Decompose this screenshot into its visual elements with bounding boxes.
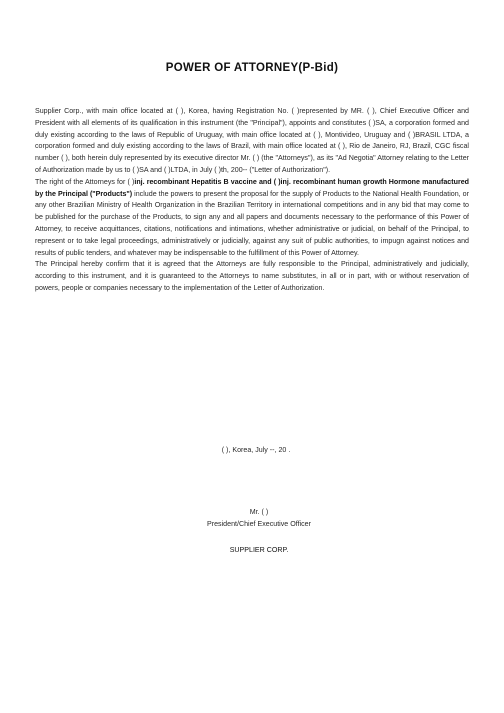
- signatory-name: Mr. ( ): [249, 508, 269, 516]
- products-bold-text: inj. recombinant Hepatitis B vaccine and ( )inj. recombinant human growth Hormone manufactured by the Principal ("Products"): [35, 177, 469, 198]
- document-body: [35, 106, 469, 295]
- rights-powers-text: include the powers to present the proposal for the supply of Products to the National Health Foundation, or any other Brazilian Ministry of Health Organization in the Brazilian Territory in international competitions and in any bid that may come to be published for the purchase of the Products, to sign any and all papers and documents necessary to the performance of this Power of Attorney, to receive acquittances, citations, notifications and intimations, whether administrative or judicial, on behalf of the Principal, to represent or to take legal proceedings, administratively or judicially, against any suit of public authorities, to impugn against notices and results of public tenders, and whatever may be indispensable to the fulfillment of this Power of Attorney.: [35, 189, 469, 257]
- paragraph-principal-appointment: Supplier Corp., with main office located at ( ), Korea, having Registration No. ( )represented by MR. ( ), Chief Executive Officer and President with all elements of its qualification in this instrument (the "Principal"), appoints and constitutes ( )SA, a corporation formed and duly existing according to the laws of Republic of Uruguay, with main office located at ( ), Montivideo, Uruguay and ( )BRASIL LTDA, a corporation formed and duly existing according to the laws of Brazil, with main office located at ( ), Rio de Janeiro, RJ, Brazil, CGC fiscal number ( ), both herein duly represented by its executive director Mr. ( ) (the "Attorneys"), as its "Ad Negotia" Attorney relating to the Letter of Authorization made by us to ( )SA and ( )LTDA, in July ( )th, 200-- ("Letter of Authorization").: [35, 107, 469, 174]
- rights-intro-text: The right of the Attorneys for ( ): [35, 177, 135, 186]
- paragraph-attorney-rights: [35, 177, 469, 260]
- place-and-date: ( ), Korea, July --, 20 .: [221, 446, 291, 454]
- signatory-title: President/Chief Executive Officer: [207, 520, 311, 528]
- company-name: SUPPLIER CORP.: [229, 546, 289, 554]
- paragraph-responsibility: The Principal hereby confirm that it is agreed that the Attorneys are fully responsible to the Principal, administratively and judicially, according to this instrument, and it is guaranteed to the Attorneys to name substitutes, in all or in part, with or without reservation of powers, people or companies necessary to the implementation of the Letter of Authorization.: [35, 260, 469, 292]
- document-title: POWER OF ATTORNEY(P-Bid): [165, 62, 339, 74]
